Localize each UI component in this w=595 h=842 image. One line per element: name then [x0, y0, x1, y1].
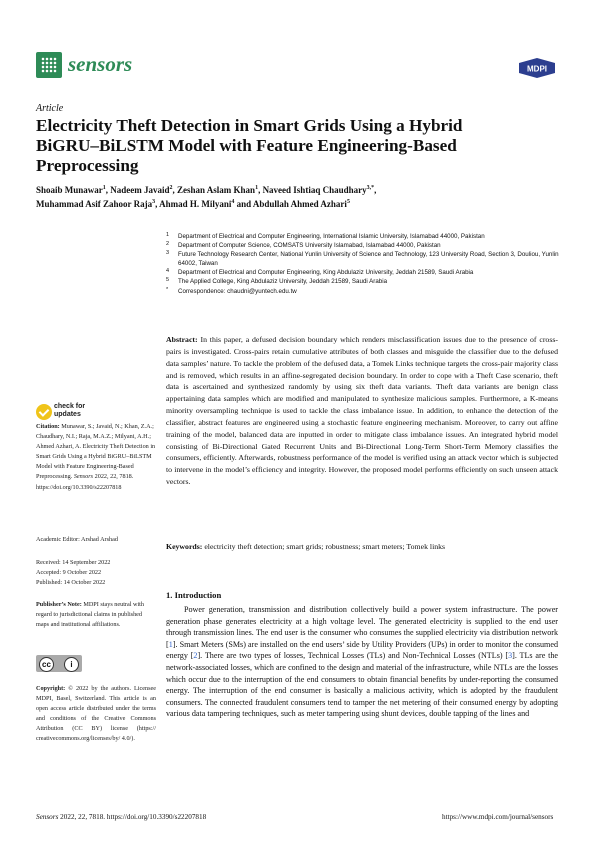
affiliations	[166, 232, 566, 296]
journal-name: sensors	[68, 52, 133, 76]
academic-editor: Academic Editor: Arshad Arshad	[36, 536, 118, 543]
journal-logo-icon	[36, 52, 62, 78]
accepted-date: Accepted: 9 October 2022	[36, 569, 102, 576]
abstract	[166, 334, 558, 488]
affiliation: 2 Department of Computer Science, COMSATS University Islamabad, Islamabad 44000, Pakistan	[166, 241, 441, 250]
author: Shoaib Munawar	[36, 185, 103, 195]
cc-by-license-icon[interactable]: cc i	[36, 655, 82, 672]
correspondence: * Correspondence: chaudni@yuntech.edu.tw	[166, 286, 297, 295]
page-title: Electricity Theft Detection in Smart Grids Using a Hybrid BiGRU–BiLSTM Model with Feature Engineering-Based Preprocessing	[36, 116, 463, 175]
introduction-paragraph: Power generation, transmission and distribution collectively build a power system infrastructure. The power generation phase generates electricity at a high voltage level. The generated electricity is supplied to the end user through transmission lines. The end user is the consumer who consumes the supplied electricity via distribution network [1]. Smart Meters (SMs) are installed on the end users’ side by Utility Providers (UPs) in order to monitor the consumed energy [2]. There are two types of losses, Technical Losses (TLs) and Non-Technical Losses (NTLs) [3]. TLs are the network-associated losses, which are confined to the design and material of the infrastructure, while NTLs are the losses which occur due to the interruption of the end consumers to obtain financial benefits by under-reporting the consumed energy. The interruption of the end consumer is basically a malicious activity, which is adopted by the fraudulent consumers. The connected fraudulent consumers tend to tamper the net metering of their consumed energy by adopting various data tampering techniques, such as meter tampering using shunt devices, double tapping of the lines and	[166, 605, 559, 719]
footer-citation: Sensors 2022, 22, 7818. https://doi.org/10.3390/s22207818	[36, 813, 207, 821]
footer-journal-url[interactable]: https://www.mdpi.com/journal/sensors	[442, 813, 554, 821]
citation-link[interactable]: 2	[193, 651, 198, 661]
mdpi-logo-icon	[517, 57, 557, 79]
publisher-name: MDPI	[527, 64, 547, 74]
author: Zeshan Aslam Khan	[177, 185, 256, 195]
abstract-text: In this paper, a defused decision boundary which renders misclassification issues due to the presence of cross-pairs is investigated. Cross-pairs retain cumulative attributes of both classes and misguide the classifier due to the defused data samples’ nature. To tackle the problem of the defused data, a Tomek Links technique targets the cross-pair majority class and is removed, which results in an affine-segregated decision boundary. In order to cope with a Theft Case scenario, theft data is ascertained and synthesized randomly by using six theft data variants. Theft data variants are benign class appertaining data samples which are modified and manipulated to synthesize malicious samples. Furthermore, a K-means minority oversampling technique is used to tackle the class imbalance issue. In addition, to enhance the detection of the classifier, abstract features are engineered using a stochastic feature engineering mechanism. Moreover, to carry out affine training of the model, balanced data are inputted in order to mitigate class imbalance issues. An integrated hybrid model consisting of Bi-Directional Gated Recurrent Units and Bi-Directional Long-Term Short-Term Memory classifies the consumers, efficiently. Afterwards, robustness performance of the model is verified using an attack vector which is subjected to intervene in the model’s efficiency and integrity. However, the proposed model performs efficiently on such unseen attack vectors.	[166, 335, 558, 487]
copyright: Copyright: © 2022 by the authors. Licensee MDPI, Basel, Switzerland. This article is an open access article distributed under the terms and conditions of the Creative Commons Attribution (CC BY) license (https:// creativecommons.org/licenses/by/ 4.0/).	[36, 685, 157, 743]
check-for-updates-button[interactable]: check for updates	[36, 402, 96, 424]
publisher-note: Publisher’s Note: MDPI stays neutral with regard to jurisdictional claims in published maps and institutional affiliations.	[36, 601, 144, 629]
author: Nadeem Javaid	[110, 185, 170, 195]
article-type: Article	[36, 103, 64, 114]
citation-link[interactable]: 1	[168, 639, 173, 649]
citation-block: Citation: Munawar, S.; Javaid, N.; Khan, Z.A.; Chaudhary, N.I.; Raja, M.A.Z.; Milyani, A.H.; Ahmed Azhari, A. Electricity Theft Detection in Smart Grids Using a Hybrid BiGRU–BiLSTM Model with Feature Engineering-Based Preprocessing. Sensors 2022, 22, 7818. https://doi.org/10.3390/s22207818	[36, 423, 156, 491]
author: Naveed Ishtiaq Chaudhary	[262, 185, 367, 195]
affiliation: 4 Department of Electrical and Computer Engineering, King Abdulaziz University, Jeddah 21589, Saudi Arabia	[166, 268, 474, 277]
check-icon	[36, 404, 52, 420]
keywords-text: electricity theft detection; smart grids; robustness; smart meters; Tomek links	[204, 542, 446, 551]
citation-link[interactable]: 3	[508, 651, 513, 661]
received-date: Received: 14 September 2022	[36, 559, 111, 566]
author: Muhammad Asif Zahoor Raja	[36, 198, 153, 209]
author: Ahmad H. Milyani	[159, 198, 232, 209]
author: Abdullah Ahmed Azhari	[252, 198, 347, 209]
published-date: Published: 14 October 2022	[36, 579, 106, 586]
affiliation: 5 The Applied College, King Abdulaziz University, Jeddah 21589, Saudi Arabia	[166, 277, 388, 286]
affiliation: 3 Future Technology Research Center, National Yunlin University of Science and Technology, 123 University Road, Section 3, Douliou, Yunlin 64002, Taiwan	[166, 250, 559, 268]
author-list: Shoaib Munawar$^1$, Nadeem Javaid$^2$, Zeshan Aslam Khan$^1$, Naveed Ishtiaq Chaudhary$^{3,*}$, Muhammad Asif Zahoor Raja$^3$, Ahmad H. Milyani$^4$ and Abdullah Ahmed Azhari$^5$	[36, 185, 377, 209]
keywords-label: Keywords:	[166, 542, 203, 551]
keywords	[166, 541, 558, 553]
affiliation: 1 Department of Electrical and Computer Engineering, International Islamic University, Islamabad 44000, Pakistan	[166, 232, 485, 240]
abstract-label: Abstract:	[166, 335, 198, 344]
section-heading: 1. Introduction	[166, 590, 222, 600]
